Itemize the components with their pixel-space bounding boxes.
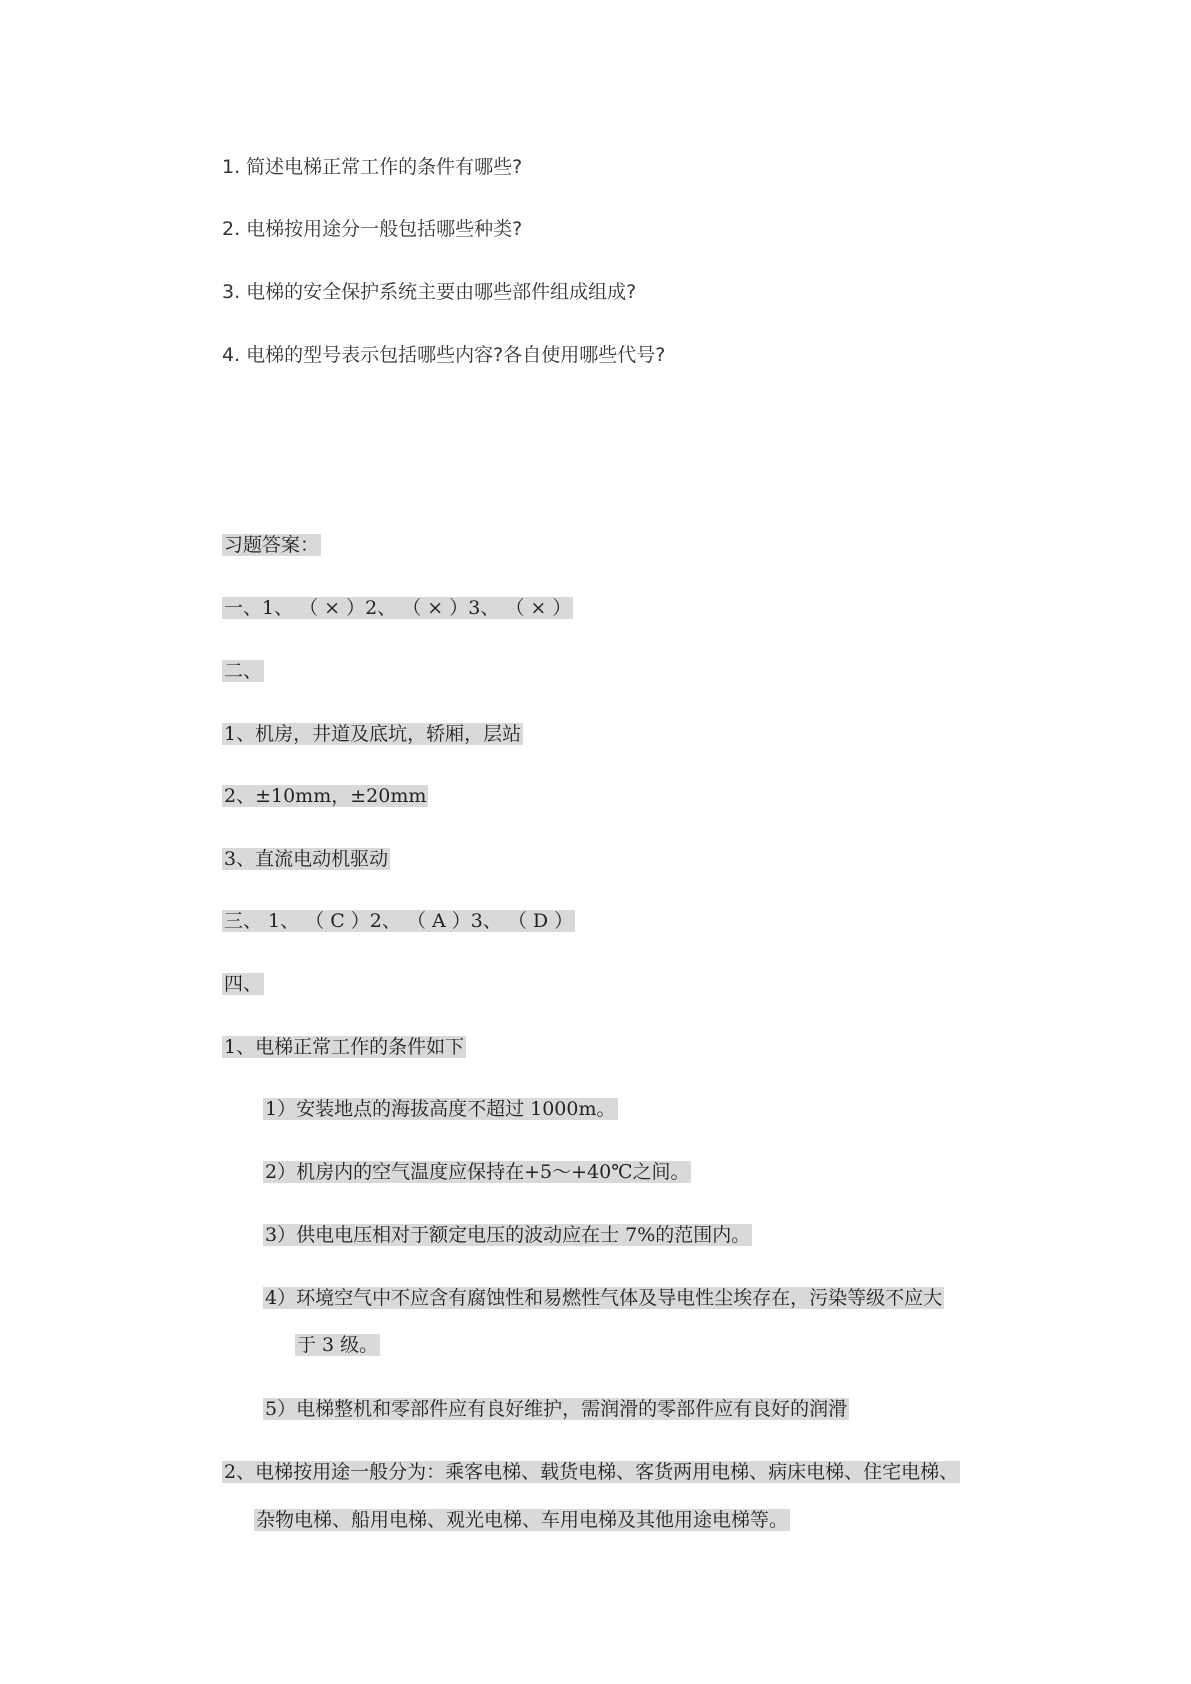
answer-item-1-title: 1、电梯正常工作的条件如下 xyxy=(224,1036,465,1058)
question-2: 2. 电梯按用途分一般包括哪些种类? xyxy=(222,218,523,240)
answer-part-1: 一、1、 （ × ）2、 （ × ）3、 （ × ） xyxy=(224,597,572,619)
answer-part-4-title: 四、 xyxy=(224,973,263,995)
condition-4-line-2: 于 3 级。 xyxy=(297,1334,379,1356)
answer-item-2-line-1: 2、电梯按用途一般分为：乘客电梯、载货电梯、客货两用电梯、病床电梯、住宅电梯、 xyxy=(224,1461,959,1483)
condition-4-line-1: 4）环境空气中不应含有腐蚀性和易燃性气体及导电性尘埃存在，污染等级不应大 xyxy=(265,1287,943,1309)
condition-3: 3）供电电压相对于额定电压的波动应在士 7%的范围内。 xyxy=(265,1224,751,1246)
question-4: 4. 电梯的型号表示包括哪些内容?各自使用哪些代号? xyxy=(222,344,666,366)
answers-heading: 习题答案： xyxy=(224,534,320,556)
answer-part-2-item-2: 2、±10mm，±20mm xyxy=(224,785,427,807)
question-3: 3. 电梯的安全保护系统主要由哪些部件组成组成? xyxy=(222,281,637,303)
condition-2: 2）机房内的空气温度应保持在+5～+40℃之间。 xyxy=(265,1161,690,1183)
answer-part-2-item-1: 1、机房，井道及底坑，轿厢，层站 xyxy=(224,723,522,745)
answer-item-2-line-2: 杂物电梯、船用电梯、观光电梯、车用电梯及其他用途电梯等。 xyxy=(256,1509,789,1531)
answer-part-2-title: 二、 xyxy=(224,660,263,682)
answer-part-3: 三、 1、 （ C ）2、 （ A ）3、 （ D ） xyxy=(224,910,574,932)
condition-1: 1）安装地点的海拔高度不超过 1000m。 xyxy=(265,1098,616,1120)
condition-5: 5）电梯整机和零部件应有良好维护，需润滑的零部件应有良好的润滑 xyxy=(265,1398,848,1420)
answer-part-2-item-3: 3、直流电动机驱动 xyxy=(224,848,389,870)
question-1: 1. 简述电梯正常工作的条件有哪些? xyxy=(222,156,523,178)
